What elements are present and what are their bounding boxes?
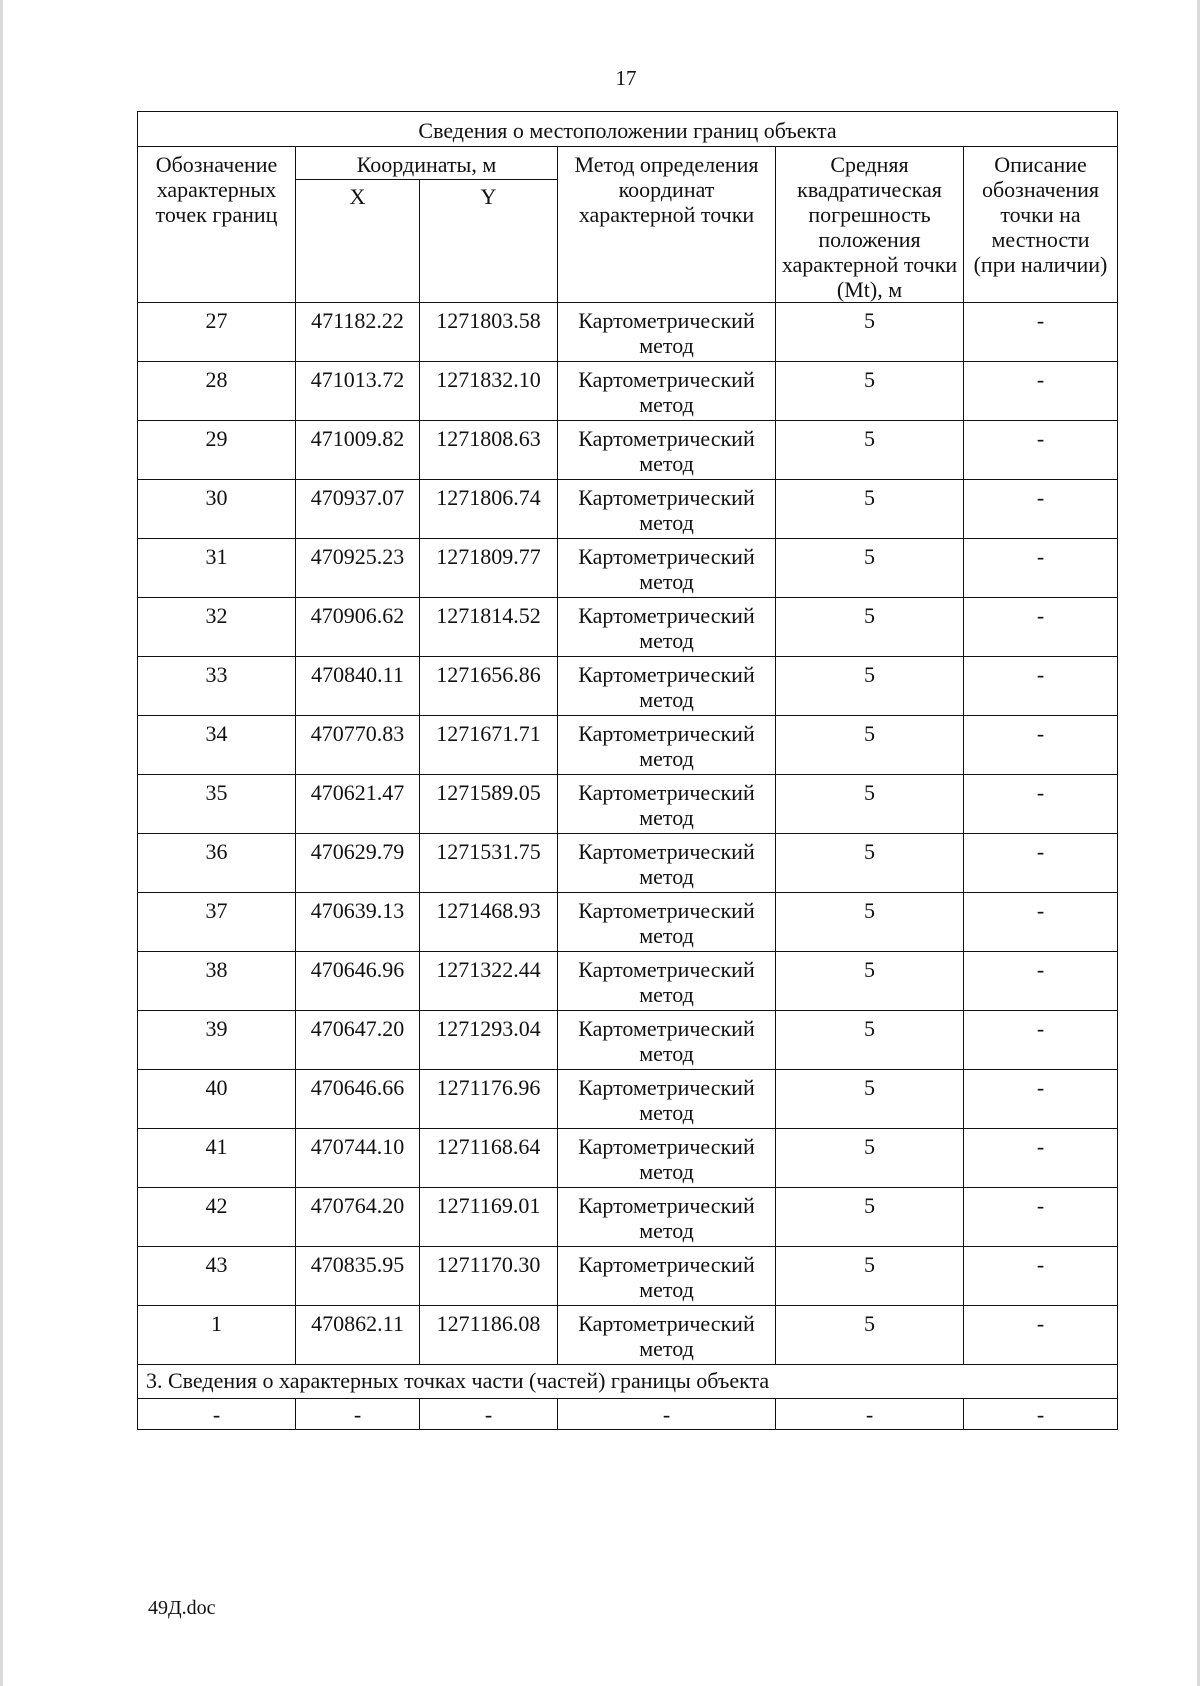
cell-point: 34 [138, 716, 296, 775]
cell-description: - [964, 834, 1118, 893]
cell-error: 5 [776, 480, 964, 539]
cell-x: 470647.20 [296, 1011, 420, 1070]
cell-error: 5 [776, 303, 964, 362]
cell-method: Картометрический метод [558, 1011, 776, 1070]
cell-method: Картометрический метод [558, 598, 776, 657]
cell-y: 1271809.77 [420, 539, 558, 598]
table-row [138, 1247, 1118, 1306]
cell-error: 5 [776, 598, 964, 657]
cell-method: Картометрический метод [558, 893, 776, 952]
table-title: Сведения о местоположении границ объекта [138, 112, 1118, 147]
table-row [138, 775, 1118, 834]
cell-error: 5 [776, 657, 964, 716]
cell-y: 1271806.74 [420, 480, 558, 539]
cell-error: 5 [776, 1306, 964, 1365]
table-row [138, 1011, 1118, 1070]
cell-point: 39 [138, 1011, 296, 1070]
cell-method: Картометрический метод [558, 716, 776, 775]
cell-point: 31 [138, 539, 296, 598]
cell-description: - [964, 952, 1118, 1011]
cell-method: Картометрический метод [558, 775, 776, 834]
cell-method: Картометрический метод [558, 1070, 776, 1129]
cell-x: 470639.13 [296, 893, 420, 952]
cell-method: Картометрический метод [558, 834, 776, 893]
cell-description: - [964, 1011, 1118, 1070]
cell-point: 28 [138, 362, 296, 421]
cell-description: - [964, 1188, 1118, 1247]
table-row [138, 480, 1118, 539]
header-coordinates: Координаты, м [296, 147, 558, 180]
table-row [138, 303, 1118, 362]
table-row [138, 598, 1118, 657]
cell-description: - [964, 539, 1118, 598]
cell-y: 1271176.96 [420, 1070, 558, 1129]
page-number: 17 [615, 66, 637, 90]
cell-x: 470646.96 [296, 952, 420, 1011]
cell-error: 5 [776, 716, 964, 775]
cell-x: 470937.07 [296, 480, 420, 539]
section3-cell-y: - [420, 1399, 558, 1430]
section3-cell-point: - [138, 1399, 296, 1430]
cell-method: Картометрический метод [558, 952, 776, 1011]
cell-error: 5 [776, 539, 964, 598]
section3-cell-method: - [558, 1399, 776, 1430]
cell-y: 1271186.08 [420, 1306, 558, 1365]
cell-y: 1271531.75 [420, 834, 558, 893]
cell-point: 32 [138, 598, 296, 657]
cell-point: 1 [138, 1306, 296, 1365]
cell-x: 471013.72 [296, 362, 420, 421]
cell-y: 1271814.52 [420, 598, 558, 657]
cell-y: 1271671.71 [420, 716, 558, 775]
cell-point: 33 [138, 657, 296, 716]
cell-x: 471182.22 [296, 303, 420, 362]
cell-point: 27 [138, 303, 296, 362]
cell-description: - [964, 1306, 1118, 1365]
cell-error: 5 [776, 1247, 964, 1306]
table-row [138, 362, 1118, 421]
table-row [138, 1306, 1118, 1365]
cell-description: - [964, 598, 1118, 657]
cell-error: 5 [776, 952, 964, 1011]
table-title-row [138, 112, 1118, 147]
cell-method: Картометрический метод [558, 657, 776, 716]
table-row [138, 539, 1118, 598]
header-method: Метод определения координат характерной точки [558, 147, 776, 303]
cell-method: Картометрический метод [558, 1129, 776, 1188]
cell-error: 5 [776, 421, 964, 480]
scan-edge-left [0, 0, 3, 1686]
cell-point: 40 [138, 1070, 296, 1129]
cell-y: 1271168.64 [420, 1129, 558, 1188]
table-row [138, 1070, 1118, 1129]
cell-method: Картометрический метод [558, 539, 776, 598]
table-row [138, 657, 1118, 716]
section3-cell-description: - [964, 1399, 1118, 1430]
header-y: Y [420, 180, 558, 303]
cell-x: 470835.95 [296, 1247, 420, 1306]
cell-description: - [964, 657, 1118, 716]
header-mean-error: Средняя квадратическая погрешность положения характерной точки (Mt), м [776, 147, 964, 303]
cell-y: 1271803.58 [420, 303, 558, 362]
cell-y: 1271656.86 [420, 657, 558, 716]
table-row [138, 1188, 1118, 1247]
cell-point: 36 [138, 834, 296, 893]
cell-x: 470744.10 [296, 1129, 420, 1188]
cell-y: 1271832.10 [420, 362, 558, 421]
cell-x: 471009.82 [296, 421, 420, 480]
cell-y: 1271322.44 [420, 952, 558, 1011]
section3-title: 3. Сведения о характерных точках части (частей) границы объекта [138, 1365, 1118, 1399]
table-row [138, 716, 1118, 775]
cell-error: 5 [776, 1070, 964, 1129]
header-description: Описание обозначения точки на местности (при наличии) [964, 147, 1118, 303]
cell-description: - [964, 303, 1118, 362]
cell-description: - [964, 716, 1118, 775]
cell-y: 1271589.05 [420, 775, 558, 834]
cell-point: 41 [138, 1129, 296, 1188]
cell-method: Картометрический метод [558, 421, 776, 480]
section3-empty-row [138, 1399, 1118, 1430]
cell-x: 470925.23 [296, 539, 420, 598]
cell-description: - [964, 775, 1118, 834]
cell-y: 1271170.30 [420, 1247, 558, 1306]
cell-method: Картометрический метод [558, 303, 776, 362]
cell-point: 29 [138, 421, 296, 480]
table-row [138, 893, 1118, 952]
section3-cell-error: - [776, 1399, 964, 1430]
cell-point: 30 [138, 480, 296, 539]
section3-cell-x: - [296, 1399, 420, 1430]
cell-description: - [964, 1129, 1118, 1188]
boundary-points-table [137, 111, 1118, 1430]
cell-method: Картометрический метод [558, 1247, 776, 1306]
header-x: X [296, 180, 420, 303]
cell-method: Картометрический метод [558, 362, 776, 421]
table-row [138, 421, 1118, 480]
cell-x: 470906.62 [296, 598, 420, 657]
cell-point: 42 [138, 1188, 296, 1247]
cell-method: Картометрический метод [558, 480, 776, 539]
cell-method: Картометрический метод [558, 1188, 776, 1247]
cell-x: 470629.79 [296, 834, 420, 893]
cell-x: 470764.20 [296, 1188, 420, 1247]
header-point-designation: Обозначение характерных точек границ [138, 147, 296, 303]
cell-point: 43 [138, 1247, 296, 1306]
table-header-row [138, 147, 1118, 180]
cell-description: - [964, 362, 1118, 421]
cell-x: 470840.11 [296, 657, 420, 716]
cell-error: 5 [776, 775, 964, 834]
table-row [138, 834, 1118, 893]
section3-title-row [138, 1365, 1118, 1399]
cell-description: - [964, 893, 1118, 952]
cell-method: Картометрический метод [558, 1306, 776, 1365]
cell-x: 470862.11 [296, 1306, 420, 1365]
footer-filename: 49Д.doc [148, 1597, 216, 1619]
cell-description: - [964, 1070, 1118, 1129]
cell-y: 1271293.04 [420, 1011, 558, 1070]
cell-x: 470770.83 [296, 716, 420, 775]
cell-description: - [964, 421, 1118, 480]
cell-point: 37 [138, 893, 296, 952]
cell-x: 470646.66 [296, 1070, 420, 1129]
cell-description: - [964, 480, 1118, 539]
cell-description: - [964, 1247, 1118, 1306]
table-row [138, 952, 1118, 1011]
cell-error: 5 [776, 1011, 964, 1070]
cell-error: 5 [776, 1188, 964, 1247]
cell-point: 38 [138, 952, 296, 1011]
cell-error: 5 [776, 893, 964, 952]
table-row [138, 1129, 1118, 1188]
cell-y: 1271468.93 [420, 893, 558, 952]
cell-x: 470621.47 [296, 775, 420, 834]
cell-y: 1271808.63 [420, 421, 558, 480]
cell-error: 5 [776, 1129, 964, 1188]
cell-y: 1271169.01 [420, 1188, 558, 1247]
cell-point: 35 [138, 775, 296, 834]
cell-error: 5 [776, 362, 964, 421]
cell-error: 5 [776, 834, 964, 893]
